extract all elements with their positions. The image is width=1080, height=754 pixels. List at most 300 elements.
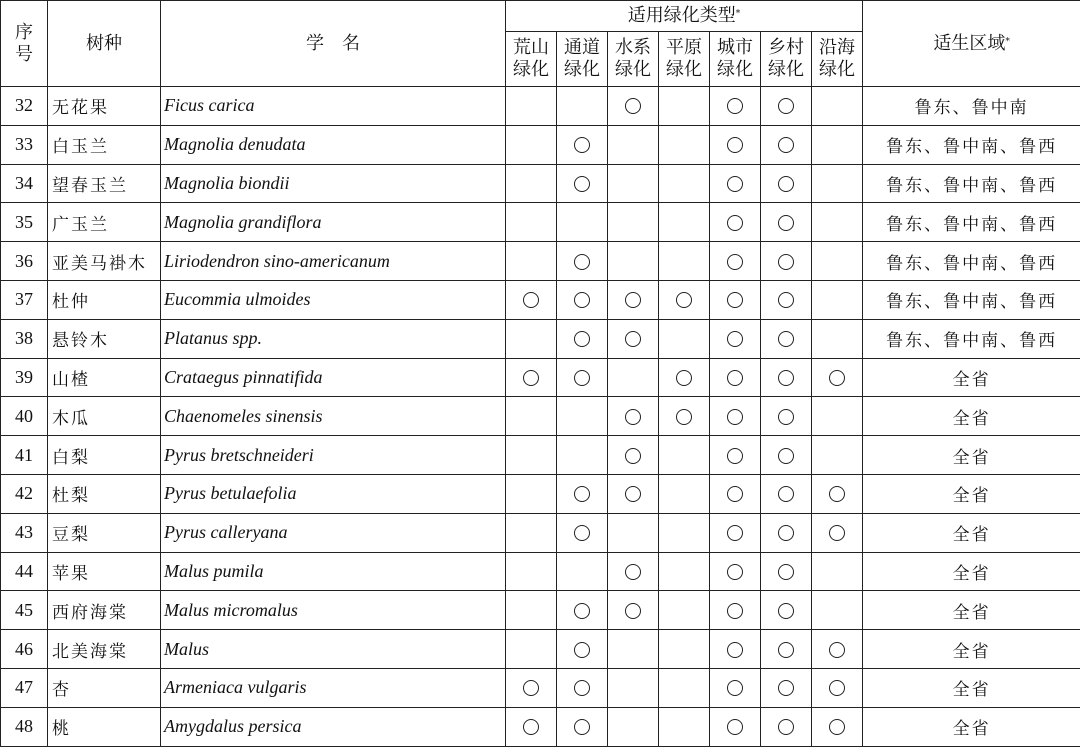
circle-mark: [778, 215, 794, 231]
greening-type-cell: [608, 436, 659, 475]
row-number: 41: [1, 436, 48, 475]
tree-name: 悬铃木: [48, 319, 161, 358]
greening-type-cell: [557, 164, 608, 203]
table-header: [1, 1, 1080, 87]
suitable-region: 全省: [863, 591, 1080, 630]
circle-mark: [625, 448, 641, 464]
header-type-bottom: 绿化: [768, 59, 804, 80]
scientific-name: Ficus carica: [161, 87, 506, 126]
scientific-name: Liriodendron sino-americanum: [161, 242, 506, 281]
header-type-0: [506, 32, 557, 87]
tree-name: 北美海棠: [48, 630, 161, 669]
header-scientific-name: 学 名: [161, 1, 506, 87]
circle-mark: [523, 370, 539, 386]
circle-mark: [625, 603, 641, 619]
greening-type-cell: [812, 358, 863, 397]
greening-type-cell: [812, 319, 863, 358]
greening-type-cell: [812, 591, 863, 630]
header-type-top: 乡村: [768, 37, 804, 58]
greening-type-cell: [761, 397, 812, 436]
greening-type-cell: [812, 630, 863, 669]
circle-mark: [574, 642, 590, 658]
row-number: 37: [1, 280, 48, 319]
greening-type-cell: [812, 280, 863, 319]
row-number: 47: [1, 668, 48, 707]
circle-mark: [778, 680, 794, 696]
header-type-3: [659, 32, 710, 87]
circle-mark: [727, 719, 743, 735]
greening-type-cell: [659, 203, 710, 242]
greening-type-cell: [659, 164, 710, 203]
row-number: 44: [1, 552, 48, 591]
suitable-region: 鲁东、鲁中南、鲁西: [863, 242, 1080, 281]
greening-type-cell: [506, 397, 557, 436]
scientific-name: Chaenomeles sinensis: [161, 397, 506, 436]
circle-mark: [523, 292, 539, 308]
header-greening-types-mark: *: [735, 9, 741, 19]
greening-type-cell: [761, 319, 812, 358]
row-number: 34: [1, 164, 48, 203]
greening-type-cell: [506, 203, 557, 242]
suitable-region: 全省: [863, 552, 1080, 591]
greening-type-cell: [506, 280, 557, 319]
suitable-region: 鲁东、鲁中南、鲁西: [863, 280, 1080, 319]
suitable-region: 鲁东、鲁中南、鲁西: [863, 319, 1080, 358]
circle-mark: [778, 409, 794, 425]
greening-type-cell: [506, 125, 557, 164]
tree-name: 木瓜: [48, 397, 161, 436]
greening-type-cell: [557, 707, 608, 746]
scientific-name: Malus micromalus: [161, 591, 506, 630]
circle-mark: [625, 486, 641, 502]
table-row: [1, 125, 1080, 164]
circle-mark: [625, 564, 641, 580]
scientific-name: Malus: [161, 630, 506, 669]
tree-name: 亚美马褂木: [48, 242, 161, 281]
circle-mark: [574, 331, 590, 347]
greening-type-cell: [608, 280, 659, 319]
scientific-name: Armeniaca vulgaris: [161, 668, 506, 707]
header-greening-types: [506, 1, 863, 32]
greening-type-cell: [710, 707, 761, 746]
greening-type-cell: [608, 125, 659, 164]
circle-mark: [727, 370, 743, 386]
tree-name: 苹果: [48, 552, 161, 591]
table-row: [1, 591, 1080, 630]
greening-type-cell: [761, 668, 812, 707]
circle-mark: [829, 642, 845, 658]
circle-mark: [727, 331, 743, 347]
suitable-region: 全省: [863, 668, 1080, 707]
circle-mark: [778, 254, 794, 270]
greening-type-cell: [659, 280, 710, 319]
circle-mark: [727, 525, 743, 541]
circle-mark: [574, 719, 590, 735]
header-type-bottom: 绿化: [717, 59, 753, 80]
circle-mark: [727, 292, 743, 308]
tree-name: 杏: [48, 668, 161, 707]
greening-type-cell: [659, 513, 710, 552]
greening-type-cell: [608, 668, 659, 707]
row-number: 39: [1, 358, 48, 397]
table-row: [1, 707, 1080, 746]
greening-type-cell: [812, 552, 863, 591]
header-type-top: 水系: [615, 37, 651, 58]
circle-mark: [778, 564, 794, 580]
greening-type-cell: [557, 358, 608, 397]
greening-type-cell: [761, 164, 812, 203]
greening-type-cell: [557, 319, 608, 358]
greening-type-cell: [761, 591, 812, 630]
circle-mark: [778, 98, 794, 114]
circle-mark: [727, 564, 743, 580]
header-type-5: [761, 32, 812, 87]
scientific-name: Eucommia ulmoides: [161, 280, 506, 319]
row-number: 33: [1, 125, 48, 164]
greening-type-cell: [659, 552, 710, 591]
greening-type-cell: [608, 474, 659, 513]
greening-type-cell: [506, 474, 557, 513]
header-type-top: 荒山: [513, 37, 549, 58]
suitable-region: 全省: [863, 436, 1080, 475]
circle-mark: [778, 642, 794, 658]
greening-type-cell: [506, 552, 557, 591]
greening-type-cell: [608, 203, 659, 242]
table-row: [1, 203, 1080, 242]
circle-mark: [574, 680, 590, 696]
suitable-region: 全省: [863, 474, 1080, 513]
circle-mark: [727, 642, 743, 658]
greening-type-cell: [710, 242, 761, 281]
greening-type-cell: [710, 474, 761, 513]
tree-name: 白玉兰: [48, 125, 161, 164]
greening-type-cell: [506, 319, 557, 358]
header-type-6: [812, 32, 863, 87]
greening-type-cell: [812, 164, 863, 203]
greening-type-cell: [506, 358, 557, 397]
greening-type-cell: [557, 474, 608, 513]
greening-type-cell: [506, 630, 557, 669]
greening-type-cell: [557, 397, 608, 436]
greening-type-cell: [608, 397, 659, 436]
greening-type-cell: [812, 436, 863, 475]
circle-mark: [727, 448, 743, 464]
greening-type-cell: [710, 280, 761, 319]
greening-type-cell: [710, 436, 761, 475]
greening-type-cell: [761, 280, 812, 319]
tree-name: 无花果: [48, 87, 161, 126]
table-row: [1, 552, 1080, 591]
table-row: [1, 242, 1080, 281]
greening-type-cell: [710, 397, 761, 436]
header-type-4: [710, 32, 761, 87]
scientific-name: Pyrus bretschneideri: [161, 436, 506, 475]
greening-type-cell: [659, 474, 710, 513]
suitable-region: 全省: [863, 513, 1080, 552]
greening-type-cell: [659, 242, 710, 281]
greening-type-cell: [557, 242, 608, 281]
greening-type-cell: [761, 125, 812, 164]
greening-type-cell: [659, 668, 710, 707]
circle-mark: [778, 331, 794, 347]
table-row: [1, 87, 1080, 126]
greening-type-cell: [557, 280, 608, 319]
greening-type-cell: [608, 87, 659, 126]
greening-type-cell: [812, 474, 863, 513]
greening-type-cell: [506, 668, 557, 707]
circle-mark: [778, 603, 794, 619]
greening-type-cell: [812, 203, 863, 242]
circle-mark: [829, 719, 845, 735]
greening-type-cell: [557, 436, 608, 475]
greening-type-cell: [761, 552, 812, 591]
circle-mark: [778, 176, 794, 192]
greening-type-cell: [659, 125, 710, 164]
circle-mark: [574, 486, 590, 502]
scientific-name: Magnolia denudata: [161, 125, 506, 164]
suitable-region: 鲁东、鲁中南: [863, 87, 1080, 126]
greening-type-cell: [761, 203, 812, 242]
greening-type-cell: [812, 242, 863, 281]
suitable-region: 全省: [863, 707, 1080, 746]
circle-mark: [625, 409, 641, 425]
greening-type-cell: [506, 707, 557, 746]
greening-type-cell: [710, 203, 761, 242]
greening-type-cell: [506, 513, 557, 552]
circle-mark: [727, 176, 743, 192]
greening-type-cell: [557, 630, 608, 669]
greening-type-cell: [761, 707, 812, 746]
circle-mark: [727, 254, 743, 270]
greening-type-cell: [761, 436, 812, 475]
circle-mark: [727, 486, 743, 502]
greening-type-cell: [608, 552, 659, 591]
row-number: 35: [1, 203, 48, 242]
greening-type-cell: [557, 87, 608, 126]
greening-type-cell: [710, 319, 761, 358]
greening-type-cell: [608, 358, 659, 397]
greening-type-cell: [710, 358, 761, 397]
greening-type-cell: [506, 87, 557, 126]
suitable-region: 全省: [863, 358, 1080, 397]
header-region: [863, 1, 1080, 87]
tree-name: 望春玉兰: [48, 164, 161, 203]
header-type-bottom: 绿化: [564, 59, 600, 80]
greening-type-cell: [710, 125, 761, 164]
row-number: 46: [1, 630, 48, 669]
greening-type-cell: [608, 630, 659, 669]
greening-type-cell: [812, 125, 863, 164]
scientific-name: Amygdalus persica: [161, 707, 506, 746]
circle-mark: [778, 719, 794, 735]
tree-name: 杜仲: [48, 280, 161, 319]
circle-mark: [574, 176, 590, 192]
row-number: 43: [1, 513, 48, 552]
row-number: 40: [1, 397, 48, 436]
circle-mark: [727, 603, 743, 619]
greening-type-cell: [761, 474, 812, 513]
greening-type-cell: [812, 513, 863, 552]
circle-mark: [625, 331, 641, 347]
circle-mark: [727, 98, 743, 114]
header-no-label: 序号: [15, 21, 33, 65]
tree-name: 山楂: [48, 358, 161, 397]
scientific-name: Pyrus calleryana: [161, 513, 506, 552]
circle-mark: [523, 719, 539, 735]
header-type-top: 城市: [717, 37, 753, 58]
tree-name: 白梨: [48, 436, 161, 475]
greening-type-cell: [812, 397, 863, 436]
scientific-name: Platanus spp.: [161, 319, 506, 358]
suitable-region: 鲁东、鲁中南、鲁西: [863, 125, 1080, 164]
circle-mark: [829, 486, 845, 502]
header-no: [1, 1, 48, 87]
circle-mark: [676, 370, 692, 386]
header-type-bottom: 绿化: [819, 59, 856, 80]
row-number: 38: [1, 319, 48, 358]
greening-type-cell: [608, 242, 659, 281]
greening-type-cell: [506, 242, 557, 281]
greening-type-cell: [710, 591, 761, 630]
row-number: 45: [1, 591, 48, 630]
tree-name: 豆梨: [48, 513, 161, 552]
greening-type-cell: [659, 87, 710, 126]
circle-mark: [574, 254, 590, 270]
greening-type-cell: [506, 436, 557, 475]
circle-mark: [778, 370, 794, 386]
circle-mark: [625, 292, 641, 308]
greening-type-cell: [710, 87, 761, 126]
tree-name: 广玉兰: [48, 203, 161, 242]
greening-type-cell: [710, 630, 761, 669]
greening-type-cell: [608, 591, 659, 630]
table-row: [1, 319, 1080, 358]
circle-mark: [574, 137, 590, 153]
header-greening-types-label: 适用绿化类型: [627, 5, 736, 26]
greening-type-cell: [557, 591, 608, 630]
header-type-1: [557, 32, 608, 87]
circle-mark: [778, 448, 794, 464]
circle-mark: [778, 137, 794, 153]
greening-type-cell: [710, 513, 761, 552]
greening-type-cell: [761, 630, 812, 669]
circle-mark: [574, 370, 590, 386]
table-row: [1, 164, 1080, 203]
table-body: [1, 87, 1080, 747]
circle-mark: [574, 603, 590, 619]
greening-type-cell: [557, 203, 608, 242]
row-number: 42: [1, 474, 48, 513]
greening-type-cell: [608, 513, 659, 552]
suitable-region: 鲁东、鲁中南、鲁西: [863, 203, 1080, 242]
greening-type-cell: [506, 591, 557, 630]
circle-mark: [829, 680, 845, 696]
tree-name: 西府海棠: [48, 591, 161, 630]
greening-type-cell: [761, 513, 812, 552]
greening-type-cell: [710, 164, 761, 203]
greening-type-cell: [761, 87, 812, 126]
greening-type-cell: [761, 242, 812, 281]
circle-mark: [778, 292, 794, 308]
circle-mark: [574, 525, 590, 541]
greening-type-cell: [761, 358, 812, 397]
circle-mark: [727, 680, 743, 696]
suitable-region: 鲁东、鲁中南、鲁西: [863, 164, 1080, 203]
table-row: [1, 668, 1080, 707]
header-type-bottom: 绿化: [615, 59, 651, 80]
greening-type-cell: [710, 668, 761, 707]
greening-type-cell: [608, 319, 659, 358]
greening-type-cell: [557, 125, 608, 164]
scientific-name: Magnolia grandiflora: [161, 203, 506, 242]
greening-type-cell: [659, 707, 710, 746]
table-row: [1, 513, 1080, 552]
circle-mark: [778, 525, 794, 541]
circle-mark: [574, 292, 590, 308]
scientific-name: Crataegus pinnatifida: [161, 358, 506, 397]
greening-type-cell: [812, 668, 863, 707]
greening-type-cell: [710, 552, 761, 591]
greening-type-cell: [659, 436, 710, 475]
greening-type-cell: [557, 513, 608, 552]
header-type-top: 通道: [564, 37, 600, 58]
greening-type-cell: [659, 358, 710, 397]
greening-type-cell: [659, 591, 710, 630]
row-number: 36: [1, 242, 48, 281]
circle-mark: [829, 525, 845, 541]
table-row: [1, 280, 1080, 319]
suitable-region: 全省: [863, 397, 1080, 436]
header-type-2: [608, 32, 659, 87]
circle-mark: [778, 486, 794, 502]
header-region-mark: *: [1005, 36, 1010, 47]
table-row: [1, 474, 1080, 513]
circle-mark: [625, 98, 641, 114]
suitable-region: 全省: [863, 630, 1080, 669]
header-type-top: 平原: [666, 37, 702, 58]
greening-type-cell: [659, 630, 710, 669]
circle-mark: [676, 292, 692, 308]
greening-type-cell: [506, 164, 557, 203]
circle-mark: [676, 409, 692, 425]
circle-mark: [727, 409, 743, 425]
table-row: [1, 436, 1080, 475]
header-type-top: 沿海: [819, 37, 856, 58]
greening-type-cell: [557, 668, 608, 707]
header-tree: 树种: [48, 1, 161, 87]
greening-type-cell: [812, 707, 863, 746]
circle-mark: [523, 680, 539, 696]
header-region-label: 适生区域: [933, 32, 1006, 54]
greening-type-cell: [557, 552, 608, 591]
circle-mark: [829, 370, 845, 386]
table-row: [1, 358, 1080, 397]
tree-name: 桃: [48, 707, 161, 746]
scientific-name: Malus pumila: [161, 552, 506, 591]
scientific-name: Pyrus betulaefolia: [161, 474, 506, 513]
table-row: [1, 397, 1080, 436]
greening-type-cell: [812, 87, 863, 126]
header-type-bottom: 绿化: [666, 59, 702, 80]
circle-mark: [727, 137, 743, 153]
greening-type-cell: [659, 397, 710, 436]
circle-mark: [727, 215, 743, 231]
scientific-name: Magnolia biondii: [161, 164, 506, 203]
row-number: 32: [1, 87, 48, 126]
greening-type-cell: [608, 164, 659, 203]
tree-name: 杜梨: [48, 474, 161, 513]
table-row: [1, 630, 1080, 669]
